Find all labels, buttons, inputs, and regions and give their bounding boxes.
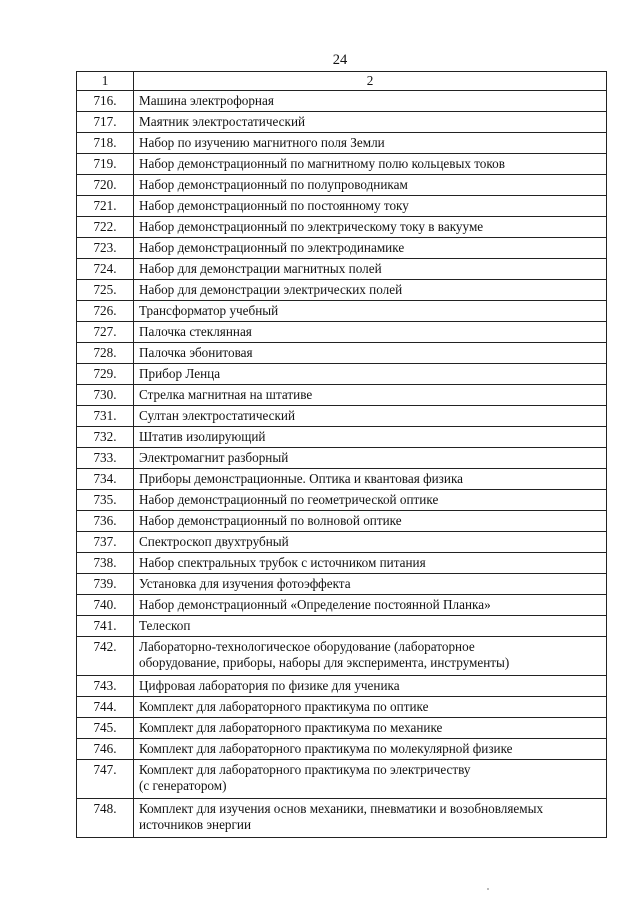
table-row <box>77 427 607 448</box>
table-row <box>77 154 607 175</box>
row-item-name: Спектроскоп двухтрубный <box>134 532 607 553</box>
row-number: 745. <box>77 718 134 739</box>
row-number: 725. <box>77 280 134 301</box>
equipment-table <box>76 71 607 838</box>
row-number: 742. <box>77 637 134 676</box>
table-row <box>77 469 607 490</box>
row-item-name: Комплект для лабораторного практикума по оптике <box>134 697 607 718</box>
row-item-name-line-2: источников энергии <box>139 817 252 832</box>
table-row <box>77 448 607 469</box>
table-row <box>77 490 607 511</box>
row-item-name: Телескоп <box>134 616 607 637</box>
row-number: 747. <box>77 760 134 799</box>
row-item-name: Цифровая лаборатория по физике для ученика <box>134 676 607 697</box>
table-row <box>77 217 607 238</box>
table-row <box>77 322 607 343</box>
table-row <box>77 718 607 739</box>
row-item-name-line-2: (с генератором) <box>139 778 227 793</box>
row-item-name: Комплект для лабораторного практикума по молекулярной физике <box>134 739 607 760</box>
row-item-name: Набор спектральных трубок с источником питания <box>134 553 607 574</box>
row-number: 717. <box>77 112 134 133</box>
row-item-name: Палочка эбонитовая <box>134 343 607 364</box>
row-number: 743. <box>77 676 134 697</box>
row-number: 738. <box>77 553 134 574</box>
row-item-name: Приборы демонстрационные. Оптика и квантовая физика <box>134 469 607 490</box>
row-item-name <box>134 799 607 838</box>
table-row <box>77 301 607 322</box>
row-item-name: Палочка стеклянная <box>134 322 607 343</box>
table-row <box>77 364 607 385</box>
table-row <box>77 91 607 112</box>
table-row <box>77 238 607 259</box>
row-number: 741. <box>77 616 134 637</box>
row-item-name-line-2: оборудование, приборы, наборы для эксперимента, инструменты) <box>139 655 510 670</box>
table-row <box>77 616 607 637</box>
column-header-name: 2 <box>134 72 607 91</box>
row-number: 739. <box>77 574 134 595</box>
row-number: 723. <box>77 238 134 259</box>
row-number: 718. <box>77 133 134 154</box>
table-row <box>77 553 607 574</box>
table-row <box>77 196 607 217</box>
table-row <box>77 595 607 616</box>
row-number: 735. <box>77 490 134 511</box>
row-item-name: Прибор Ленца <box>134 364 607 385</box>
row-item-name: Машина электрофорная <box>134 91 607 112</box>
table-row <box>77 532 607 553</box>
row-number: 724. <box>77 259 134 280</box>
row-number: 720. <box>77 175 134 196</box>
row-number: 722. <box>77 217 134 238</box>
row-number: 732. <box>77 427 134 448</box>
page-number: 24 <box>332 52 348 68</box>
table-header-row <box>77 72 607 91</box>
row-item-name: Набор демонстрационный по магнитному полю кольцевых токов <box>134 154 607 175</box>
column-header-number: 1 <box>77 72 134 91</box>
table-row <box>77 676 607 697</box>
row-item-name <box>134 637 607 676</box>
row-item-name <box>134 760 607 799</box>
row-number: 733. <box>77 448 134 469</box>
row-item-name: Комплект для лабораторного практикума по механике <box>134 718 607 739</box>
row-number: 736. <box>77 511 134 532</box>
row-number: 728. <box>77 343 134 364</box>
row-number: 729. <box>77 364 134 385</box>
table-row <box>77 760 607 799</box>
row-item-name: Набор демонстрационный по электрическому току в вакууме <box>134 217 607 238</box>
row-number: 748. <box>77 799 134 838</box>
row-item-name: Набор демонстрационный «Определение постоянной Планка» <box>134 595 607 616</box>
row-item-name-line-1: Комплект для лабораторного практикума по электричеству <box>139 762 471 777</box>
row-item-name: Электромагнит разборный <box>134 448 607 469</box>
table-row <box>77 175 607 196</box>
table-row <box>77 343 607 364</box>
row-number: 740. <box>77 595 134 616</box>
table-row <box>77 406 607 427</box>
row-item-name: Набор демонстрационный по постоянному току <box>134 196 607 217</box>
table-row <box>77 574 607 595</box>
table-row <box>77 511 607 532</box>
table-row <box>77 280 607 301</box>
row-number: 744. <box>77 697 134 718</box>
row-item-name: Трансформатор учебный <box>134 301 607 322</box>
row-item-name: Маятник электростатический <box>134 112 607 133</box>
table-row <box>77 739 607 760</box>
row-number: 734. <box>77 469 134 490</box>
row-item-name: Набор демонстрационный по электродинамике <box>134 238 607 259</box>
row-item-name: Набор демонстрационный по волновой оптике <box>134 511 607 532</box>
scan-speck <box>487 888 489 890</box>
row-number: 716. <box>77 91 134 112</box>
row-number: 721. <box>77 196 134 217</box>
row-item-name-line-1: Лабораторно-технологическое оборудование (лабораторное <box>139 639 475 654</box>
row-item-name: Набор для демонстрации электрических полей <box>134 280 607 301</box>
row-item-name: Набор демонстрационный по геометрической оптике <box>134 490 607 511</box>
row-item-name: Установка для изучения фотоэффекта <box>134 574 607 595</box>
row-number: 727. <box>77 322 134 343</box>
row-item-name-line-1: Комплект для изучения основ механики, пневматики и возобновляемых <box>139 801 544 816</box>
table-row <box>77 697 607 718</box>
table-row <box>77 799 607 838</box>
row-number: 730. <box>77 385 134 406</box>
row-item-name: Набор для демонстрации магнитных полей <box>134 259 607 280</box>
table-row <box>77 385 607 406</box>
table-row <box>77 112 607 133</box>
row-number: 731. <box>77 406 134 427</box>
row-number: 719. <box>77 154 134 175</box>
row-number: 737. <box>77 532 134 553</box>
table-row <box>77 259 607 280</box>
table-row <box>77 637 607 676</box>
row-item-name: Штатив изолирующий <box>134 427 607 448</box>
table-row <box>77 133 607 154</box>
row-item-name: Стрелка магнитная на штативе <box>134 385 607 406</box>
row-item-name: Набор демонстрационный по полупроводникам <box>134 175 607 196</box>
row-item-name: Султан электростатический <box>134 406 607 427</box>
row-number: 726. <box>77 301 134 322</box>
row-item-name: Набор по изучению магнитного поля Земли <box>134 133 607 154</box>
row-number: 746. <box>77 739 134 760</box>
